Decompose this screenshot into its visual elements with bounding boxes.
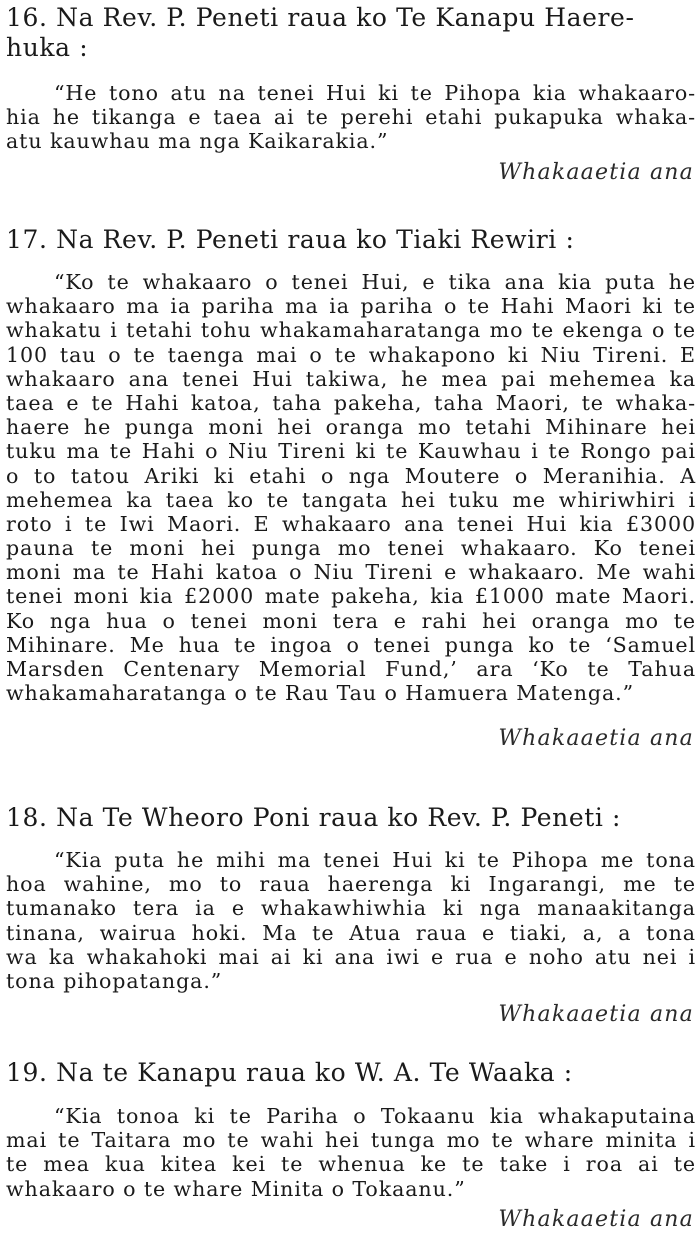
resolution-heading: 17. Na Rev. P. Peneti raua ko Tiaki Rewiri :: [6, 225, 575, 254]
resolution-outcome: Whakaaetia ana: [498, 1207, 694, 1232]
text-line: “Kia puta he mihi ma tenei Hui ki te Pihopa me tona: [54, 848, 696, 872]
text-line: tona pihopatanga.”: [6, 968, 223, 993]
resolution-outcome: Whakaaetia ana: [498, 160, 694, 185]
text-line: 100 tau o te taenga mai o te whakapono ki Niu Tireni. E: [6, 342, 696, 367]
text-line: te mea kua kitea kei te whenua ke te take i roa ai te: [6, 1152, 696, 1177]
text-line: tumanako tera ia e whakawhiwhia ki nga manaakitanga: [6, 896, 696, 921]
resolution-heading: 18. Na Te Wheoro Poni raua ko Rev. P. Peneti :: [6, 803, 622, 832]
text-line: haere he punga moni hei oranga mo tetahi Mihinare hei: [6, 415, 696, 440]
resolution-outcome: Whakaaetia ana: [498, 1002, 694, 1027]
text-line: hia he tikanga e taea ai te perehi etahi pukapuka whaka-: [6, 105, 696, 130]
text-line: “Kia tonoa ki te Pariha o Tokaanu kia whakaputaina: [54, 1104, 696, 1128]
resolution-heading: 19. Na te Kanapu raua ko W. A. Te Waaka :: [6, 1058, 573, 1087]
text-line: “Ko te whakaaro o tenei Hui, e tika ana kia puta he: [54, 270, 696, 294]
text-line: whakaaro ma ia pariha ma ia pariha o te Hahi Maori ki te: [6, 294, 696, 319]
text-line: wa ka whakahoki mai ai ki ana iwi e rua e noho atu nei i: [6, 944, 696, 969]
text-line: Marsden Centenary Memorial Fund,’ ara ‘Ko te Tahua: [6, 657, 696, 681]
resolution-outcome: Whakaaetia ana: [498, 726, 694, 751]
resolution-text: [6, 848, 696, 993]
text-line: Mihinare. Me hua te ingoa o tenei punga ko te ‘Samuel: [6, 632, 696, 657]
text-line: tenei moni kia £2000 mate pakeha, kia £1000 mate Maori.: [6, 584, 696, 609]
text-line: Ko nga hua o tenei moni tera e rahi hei oranga mo te: [6, 608, 696, 633]
text-line: o to tatou Ariki ki etahi o nga Moutere o Meranihia. A: [6, 463, 696, 488]
text-line: moni ma te Hahi katoa o Niu Tireni e whakaaro. Me wahi: [6, 560, 696, 585]
text-line: mehemea ka taea ko te tangata hei tuku me whiriwhiri i: [6, 487, 696, 512]
text-line: hoa wahine, mo to raua haerenga ki Ingarangi, me te: [6, 872, 696, 897]
resolution-heading: 16. Na Rev. P. Peneti raua ko Te Kanapu Haere-: [6, 3, 635, 32]
text-line: pauna te moni hei punga mo tenei whakaaro. Ko tenei: [6, 536, 696, 561]
resolution-heading-continuation: huka :: [6, 33, 89, 62]
text-line: taea e te Hahi katoa, taha pakeha, taha Maori, te whaka-: [6, 390, 696, 415]
text-line: whakaaro o te whare Minita o Tokaanu.”: [6, 1176, 466, 1201]
resolution-text: [6, 1104, 696, 1201]
text-line: tuku ma te Hahi o Niu Tireni ki te Kauwhau i te Rongo pai: [6, 439, 696, 464]
resolution-text: [6, 270, 696, 705]
text-line: “He tono atu na tenei Hui ki te Pihopa kia whakaaro-: [54, 81, 696, 105]
text-line: roto i te Iwi Maori. E whakaaro ana tenei Hui kia £3000: [6, 511, 696, 536]
text-line: tinana, wairua hoki. Ma te Atua raua e tiaki, a, a tona: [6, 920, 696, 945]
text-line: atu kauwhau ma nga Kaikarakia.”: [6, 129, 389, 154]
text-line: whakaaro ana tenei Hui takiwa, he mea pai mehemea ka: [6, 366, 696, 391]
text-line: whakamaharatanga o te Rau Tau o Hamuera Matenga.”: [6, 681, 635, 706]
text-line: whakatu i tetahi tohu whakamaharatanga mo te ekenga o te: [6, 318, 696, 343]
resolution-text: [6, 81, 696, 154]
text-line: mai te Taitara mo te wahi hei tunga mo te whare minita i: [6, 1128, 696, 1153]
